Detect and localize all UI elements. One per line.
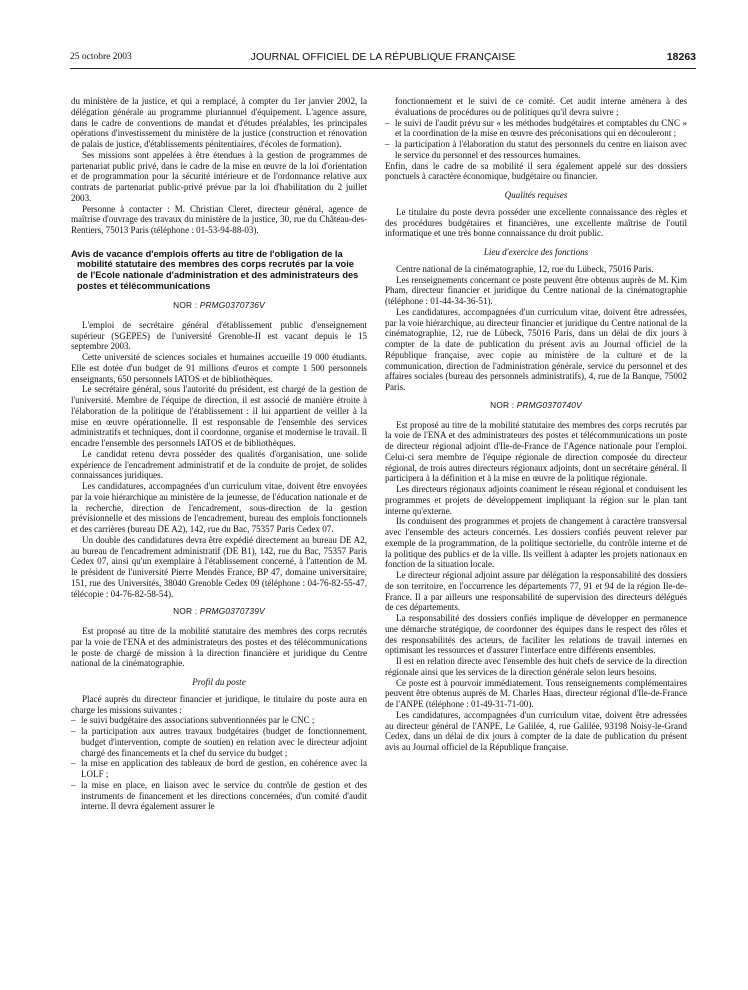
list-item: – le suivi budgétaire des associations subventionnées par le CNC ;: [81, 715, 367, 726]
paragraph: du ministère de la justice, et qui a remplacé, à compter du 1er janvier 2002, la délégation générale au programme pluriannuel d'équipement. L'agence assure, dans le cadre de conventions de mandat et d'études préalables, les principales opérations d'investissement du ministère de la justice (construction et rénovation de palais de justice, d'établissements pénitentiaires, d'écoles de formation).: [71, 96, 367, 149]
paragraph: Les candidatures, accompagnées d'un curriculum vitae, doivent être envoyées par la voie hiérarchique au ministère de la jeunesse, de l'éducation nationale et de la recherche, direction de l'encadrement, sous-direction de la gestion prévisionnelle et des missions de l'encadrement, bureau des emplois fonctionnels et des carrières (bureau DE A2), 142, rue du Bac, 75357 Paris Cedex 07.: [71, 481, 367, 535]
page-number: 18263: [666, 51, 696, 63]
paragraph: Le directeur régional adjoint assure par délégation la responsabilité des dossiers de son territoire, en l'occurrence les départements 77, 91 et 94 de la région Ile-de-France. Il a par ailleurs une responsabilité de supervision des directeurs délégués de ces départements.: [385, 570, 687, 613]
paragraph: Ses missions sont appelées à être étendues à la gestion de programmes de partenariat public privé, dans le cadre de la mise en œuvre de la loi d'orientation et de programmation pour la sécurité intérieure et de l'ordonnance relative aux contrats de partenariat public-privé prévue par la loi d'habilitation du 2 juillet 2003.: [71, 149, 367, 203]
paragraph: Personne à contacter : M. Christian Cleret, directeur général, agence de maîtrise d'ouvrage des travaux du ministère de la justice, 30, rue du Château-des-Rentiers, 75013 Paris (téléphone : 01-53-94-88-03).: [71, 203, 367, 235]
paragraph: Les renseignements concernant ce poste peuvent être obtenus auprès de M. Kim Pham, directeur financier et juridique du Centre national de la cinématographie (téléphone : 01-44-34-36-51).: [385, 274, 687, 306]
paragraph: Ils conduisent des programmes et projets de changement à caractère transversal avec l'ensemble des acteurs concernés. Les dossiers confiés peuvent relever par exemple de la programmation, de la politique sectorielle, du contrôle interne et de la politique des publics et de la ville. Ils veillent à adapter les projets nationaux en fonction de la situation locale.: [385, 516, 687, 570]
paragraph: Un double des candidatures devra être expédié directement au bureau DE A2, au bureau de l'encadrement administratif (DE B1), 142, rue du Bac, 75357 Paris Cedex 07, ainsi qu'un exemplaire à l'établissement concerné, à l'attention de M. le président de l'université Pierre Mendès France, BP 47, domaine universitaire, 151, rue des Universités, 38040 Grenoble Cedex 09 (téléphone : 04-76-82-55-47, télécopie : 04-76-82-58-54).: [71, 534, 367, 599]
nor-label: NOR :: [173, 606, 200, 617]
paragraph: Le candidat retenu devra posséder des qualités d'organisation, une solide expérience de l'encadrement administratif et de la conduite de projet, de solides connaissances juridiques.: [71, 448, 367, 481]
section-title: Avis de vacance d'emplois offerts au titre de l'obligation de la mobilité statutaire des membres des corps recrutés par la voie de l'Ecole nationale d'administration et des administrateurs des postes et télécommunications: [71, 248, 359, 291]
list-item: – le suivi de l'audit prévu sur « les méthodes budgétaires et comptables du CNC » et la coordination de la mise en œuvre des préconisations qui en découleront ;: [395, 118, 687, 140]
nor-reference: [385, 400, 687, 411]
nor-label: NOR :: [490, 399, 517, 410]
list-item: – la mise en application des tableaux de bord de gestion, en cohérence avec la LOLF ;: [81, 758, 367, 780]
right-column: [385, 96, 687, 753]
subsection-title: Lieu d'exercice des fonctions: [483, 247, 589, 257]
mission-list: [71, 715, 367, 812]
paragraph: Centre national de la cinématographie, 12, rue du Lübeck, 75016 Paris.: [396, 263, 654, 274]
journal-title: JOURNAL OFFICIEL DE LA RÉPUBLIQUE FRANÇAISE: [250, 51, 516, 63]
paragraph: Il est en relation directe avec l'ensemble des huit chefs de service de la direction régionale ainsi que les services de la direction générale selon leurs besoins.: [385, 656, 687, 677]
nor-label: NOR :: [173, 300, 200, 311]
paragraph: Le secrétaire général, sous l'autorité du président, est chargé de la gestion de l'université. Membre de l'équipe de direction, il est associé de manière étroite à l'élaboration de la politique de l'établissement : il lui appartient de veiller à la mise en œuvre opérationnelle. Il est responsable de l'ensemble des services administratifs et techniques, dont il coordonne, organise et modernise le travail. Il encadre l'ensemble des personnels IATOS et de bibliothèques.: [71, 384, 367, 449]
header-rule: [70, 68, 696, 69]
paragraph: Les candidatures, accompagnées d'un curriculum vitae, doivent être adressées, par la voie hiérarchique, au directeur financier et juridique du Centre national de la cinématographie, 12, rue de Lübeck, 75016 Paris, dans un délai de dix jours à compter de la date de publication du présent avis au Journal officiel de la République française, avec copie au ministère de la culture et de la communication, direction de l'administration générale, service du personnel et des affaires sociales (bureau des personnels administratifs), 4, rue de la Banque, 75002 Paris.: [385, 306, 687, 392]
page-header: [70, 50, 696, 66]
nor-reference: [71, 606, 367, 617]
issue-date: 25 octobre 2003: [70, 52, 132, 62]
paragraph: Les candidatures, accompagnées d'un curriculum vitae, doivent être adressées au directeur général de l'ANPE, Le Galilée, 4, rue Galilée, 93198 Noisy-le-Grand Cedex, dans un délai de dix jours à compter de la date de publication du présent avis au Journal officiel de la République française.: [385, 709, 687, 752]
paragraph: Le titulaire du poste devra posséder une excellente connaissance des règles et des procédures budgétaires et financières, une excellente maîtrise de l'outil informatique et une très bonne connaissance du droit public.: [385, 206, 687, 239]
paragraph: Est proposé au titre de la mobilité statutaire des membres des corps recrutés par la voie de l'ENA et des administrateurs des postes et télécommunications un poste de directeur régional adjoint d'Ile-de-France de l'Agence nationale pour l'emploi. Celui-ci sera membre de l'équipe régionale de direction composée du directeur régional, de trois autres directeurs régionaux adjoints, dont un secrétaire général. Il participera à la définition et à la mise en œuvre de la politique régionale.: [385, 419, 687, 484]
list-item: – la participation aux autres travaux budgétaires (budget de fonctionnement, budget d'intervention, compte de soutien) en relation avec le directeur adjoint chargé des financements et la chef du service du budget ;: [81, 726, 367, 758]
paragraph: Enfin, dans le cadre de sa mobilité il sera également appelé sur des dossiers ponctuels à caractère économique, budgétaire ou financier.: [385, 160, 687, 182]
paragraph: Cette université de sciences sociales et humaines accueille 19 000 étudiants. Elle est dotée d'un budget de 91 millions d'euros et compte 1 500 personnels enseignants, 650 personnels IATOS et de bibliothèques.: [71, 352, 367, 384]
list-item: – la participation à l'élaboration du statut des personnels du centre en liaison avec le service du personnel et des ressources humaines.: [395, 139, 687, 161]
nor-code: PRMG0370736V: [199, 300, 265, 311]
subsection-title: Qualités requises: [504, 190, 568, 200]
paragraph: Les directeurs régionaux adjoints coaniment le réseau régional et conduisent les programmes et projets de développement impliquant la région sur le plan tant interne qu'externe.: [385, 484, 687, 516]
nor-code: PRMG0370740V: [516, 399, 582, 410]
paragraph: Est proposé au titre de la mobilité statutaire des membres des corps recrutés par la voie de l'ENA et des administrateurs des postes et des télécommunications le poste de chargé de mission à la direction financière et juridique du Centre national de la cinématographie.: [71, 626, 367, 669]
paragraph: Ce poste est à pourvoir immédiatement. Tous renseignements complémentaires peuvent être obtenus auprès de M. Charles Haas, directeur régional d'Ile-de-France de l'ANPE (téléphone : 01-49-31-71-00).: [385, 677, 687, 709]
paragraph: fonctionnement et le suivi de ce comité. Cet audit interne amènera à des évaluations de procédures ou de politiques qu'il devra suivre ;: [395, 96, 687, 117]
paragraph: Placé auprès du directeur financier et juridique, le titulaire du poste aura en charge les missions suivantes :: [71, 693, 367, 715]
nor-code: PRMG0370739V: [199, 606, 265, 617]
subsection-title: Profil du poste: [192, 677, 246, 688]
nor-reference: [71, 300, 367, 311]
left-column: [71, 96, 367, 812]
paragraph: La responsabilité des dossiers confiés implique de développer en permanence une démarche stratégique, de coordonner des équipes dans le respect des rôles et des responsabilités des acteurs, de faciliter les relations de travail internes en optimisant les ressources et d'assurer l'interface entre différents ensembles.: [385, 613, 687, 656]
mission-list: [385, 118, 687, 161]
paragraph: L'emploi de secrétaire général d'établissement public d'enseignement supérieur (SGEPES) de l'université Grenoble-II est vacant depuis le 15 septembre 2003.: [71, 319, 367, 352]
list-item: – la mise en place, en liaison avec le service du contrôle de gestion et des instruments de financement et les directions concernées, d'un comité d'audit interne. Il devra également assurer le: [81, 780, 367, 812]
